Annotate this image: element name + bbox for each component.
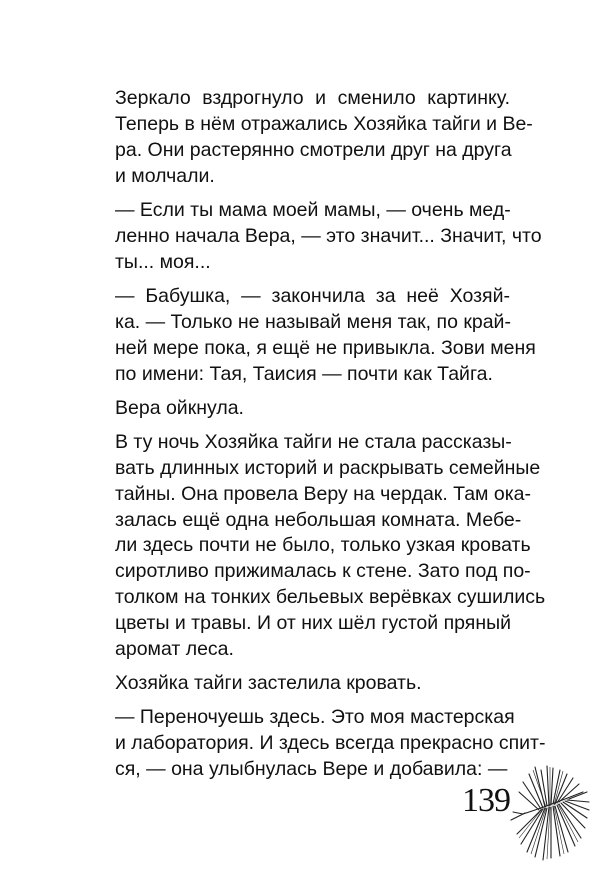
text-line: толком на тонких бельевых верёвках сушились: [115, 586, 546, 609]
text-line: Хозяйка тайги застелила кровать.: [115, 672, 422, 695]
text-line: Вера ойкнула.: [115, 396, 244, 419]
text-line: тайны. Она провела Веру на чердак. Там ока-: [115, 482, 532, 505]
text-line: — Переночуешь здесь. Это моя мастерская: [115, 706, 515, 729]
text-line: аромат леса.: [115, 638, 234, 660]
text-line: ленно начала Вера, — это значит... Значит, что: [115, 224, 542, 247]
paragraph: [115, 705, 546, 783]
text-line: по имени: Тая, Таисия — почти как Тайга.: [115, 362, 493, 385]
text-line: залась ещё одна небольшая комната. Мебе-: [115, 508, 522, 531]
text-line: ли здесь почти не было, только узкая кровать: [115, 534, 531, 557]
text-line: и лаборатория. И здесь всегда прекрасно спит-: [115, 732, 546, 755]
text-line: — Если ты мама моей мамы, — очень мед-: [115, 198, 511, 221]
paragraph: [115, 198, 542, 276]
text-line: Зеркало вздрогнуло и сменило картинку.: [115, 87, 510, 109]
text-line: ней мере пока, я ещё не привыкла. Зови меня: [115, 336, 536, 359]
paragraph: [115, 284, 536, 388]
text-line: вать длинных историй и раскрывать семейные: [115, 456, 541, 479]
paragraph: [115, 86, 533, 190]
paragraph: [115, 430, 546, 663]
body-text: [115, 86, 546, 791]
paragraph: [115, 396, 510, 422]
paragraph: [115, 671, 510, 697]
text-line: ся, — она улыбнулась Вере и добавила: —: [115, 758, 508, 781]
pine-branch-icon: [505, 762, 590, 862]
text-line: и молчали.: [115, 164, 215, 187]
text-line: Теперь в нём отражались Хозяйка тайги и Ве-: [115, 112, 533, 135]
text-line: ра. Они растерянно смотрели друг на друга: [115, 138, 512, 161]
text-line: цветы и травы. И от них шёл густой пряный: [115, 612, 512, 635]
text-line: В ту ночь Хозяйка тайги не стала рассказы-: [115, 430, 512, 453]
text-line: сиротливо прижималась к стене. Зато под по-: [115, 560, 531, 583]
text-line: ты... моя...: [115, 250, 211, 273]
text-line: ка. — Только не называй меня так, по край-: [115, 310, 511, 333]
text-line: — Бабушка, — закончила за неё Хозяй-: [115, 284, 510, 307]
page-number: 139: [462, 782, 510, 819]
